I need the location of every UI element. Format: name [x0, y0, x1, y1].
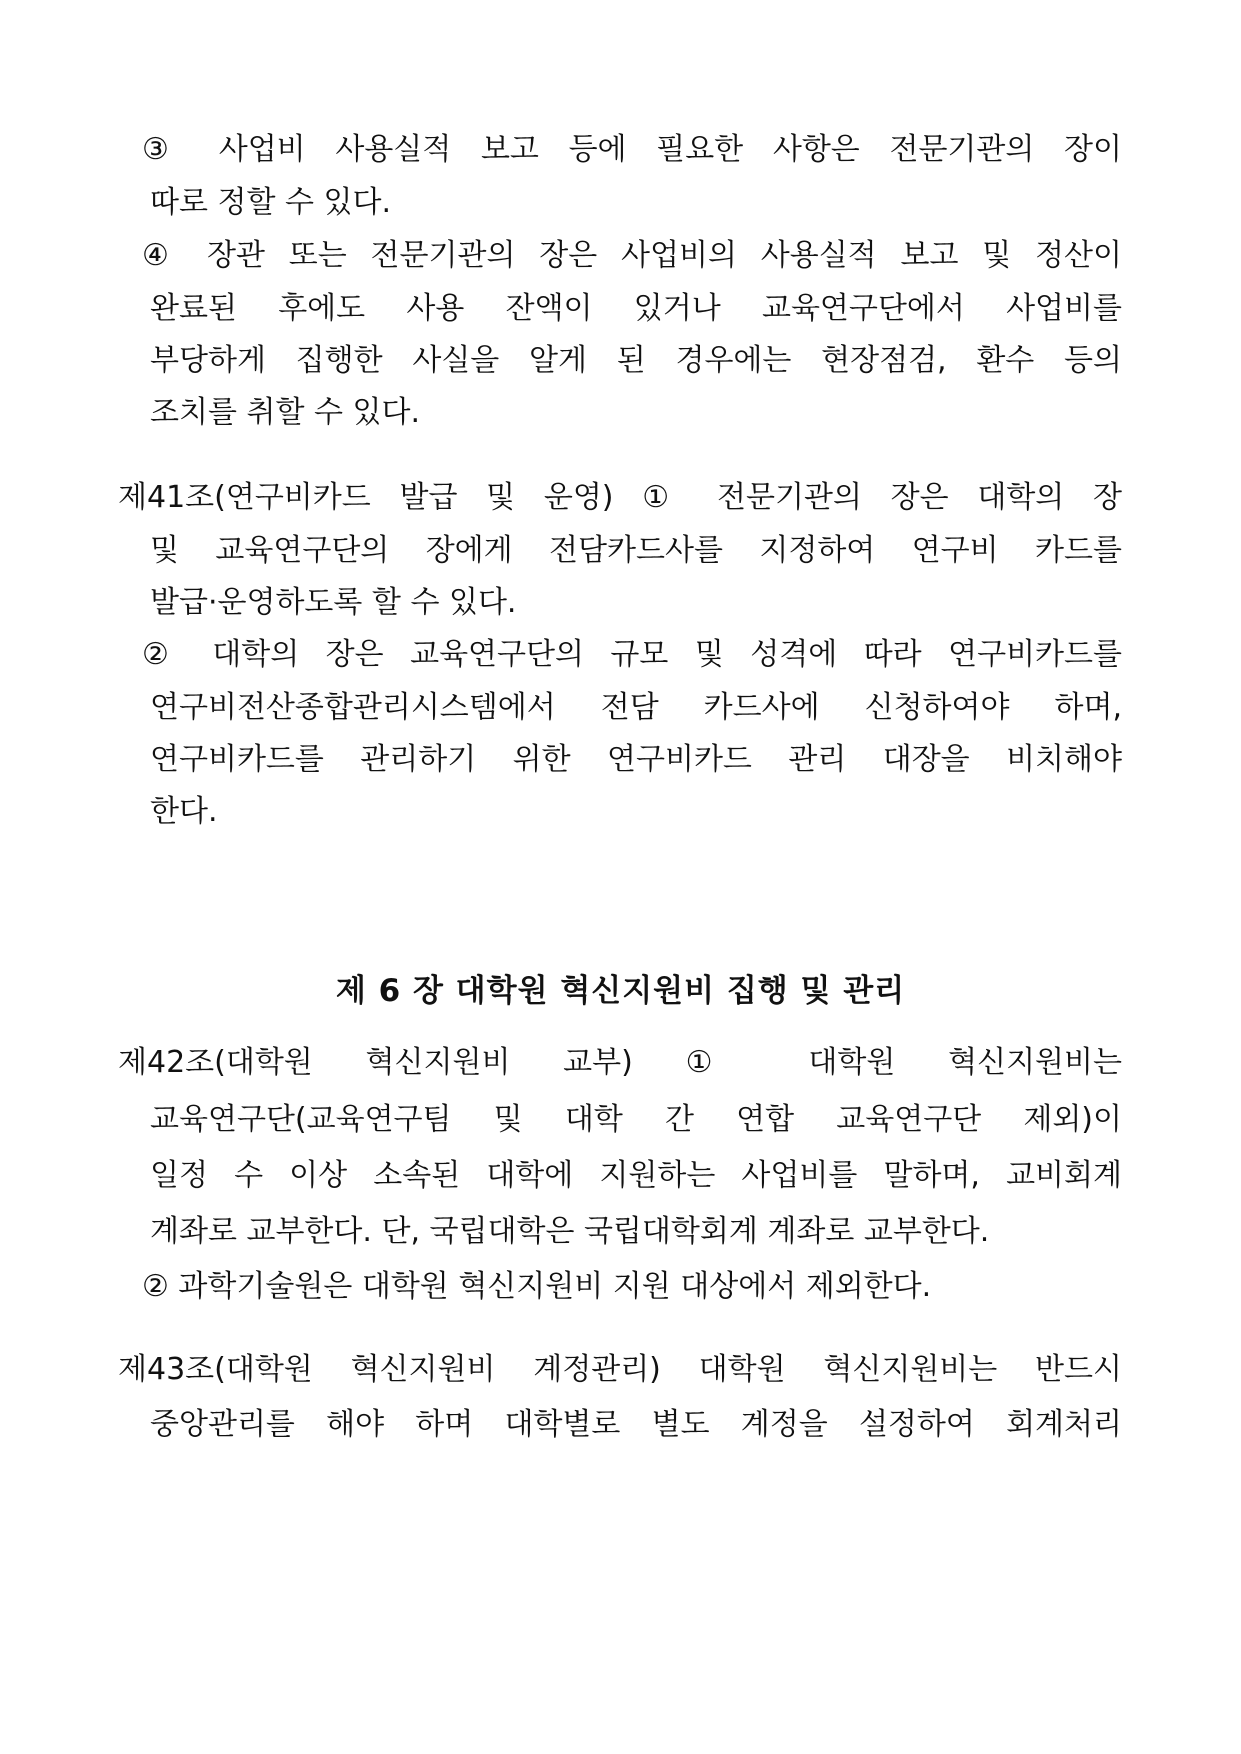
article-42-line-3: 일정 수 이상 소속된 대학에 지원하는 사업비를 말하며, 교비회계	[150, 1158, 1122, 1193]
article-42-line-1: 제42조(대학원 혁신지원비 교부) ① 대학원 혁신지원비는	[118, 1045, 1122, 1080]
chapter-heading: 제 6 장 대학원 혁신지원비 집행 및 관리	[335, 973, 906, 1009]
article-41-2-line-2: 연구비전산종합관리시스템에서 전담 카드사에 신청하여야 하며,	[150, 690, 1122, 725]
article-43-line-1: 제43조(대학원 혁신지원비 계정관리) 대학원 혁신지원비는 반드시	[118, 1352, 1122, 1387]
article-41-line-2: 및 교육연구단의 장에게 전담카드사를 지정하여 연구비 카드를	[150, 533, 1122, 568]
article-41-line-1: 제41조(연구비카드 발급 및 운영) ① 전문기관의 장은 대학의 장	[118, 480, 1122, 515]
article-41-line-3: 발급·운영하도록 할 수 있다.	[150, 585, 517, 620]
article-41-2-line-4: 한다.	[150, 794, 218, 829]
article-42-2-line-1: ② 과학기술원은 대학원 혁신지원비 지원 대상에서 제외한다.	[142, 1269, 932, 1304]
paragraph-4-line-4: 조치를 취할 수 있다.	[150, 395, 420, 430]
article-43-line-2: 중앙관리를 해야 하며 대학별로 별도 계정을 설정하여 회계처리	[150, 1407, 1122, 1442]
paragraph-3-line-2: 따로 정할 수 있다.	[150, 185, 392, 220]
paragraph-4-line-1: ④ 장관 또는 전문기관의 장은 사업비의 사용실적 보고 및 정산이	[142, 238, 1122, 273]
paragraph-4-line-3: 부당하게 집행한 사실을 알게 된 경우에는 현장점검, 환수 등의	[150, 343, 1122, 378]
paragraph-4-line-2: 완료된 후에도 사용 잔액이 있거나 교육연구단에서 사업비를	[150, 291, 1122, 326]
article-41-2-line-3: 연구비카드를 관리하기 위한 연구비카드 관리 대장을 비치해야	[150, 742, 1122, 777]
article-42-line-2: 교육연구단(교육연구팀 및 대학 간 연합 교육연구단 제외)이	[150, 1102, 1122, 1137]
article-42-line-4: 계좌로 교부한다. 단, 국립대학은 국립대학회계 계좌로 교부한다.	[150, 1214, 990, 1249]
article-41-2-line-1: ② 대학의 장은 교육연구단의 규모 및 성격에 따라 연구비카드를	[142, 637, 1122, 672]
paragraph-3-line-1: ③ 사업비 사용실적 보고 등에 필요한 사항은 전문기관의 장이	[142, 132, 1122, 167]
